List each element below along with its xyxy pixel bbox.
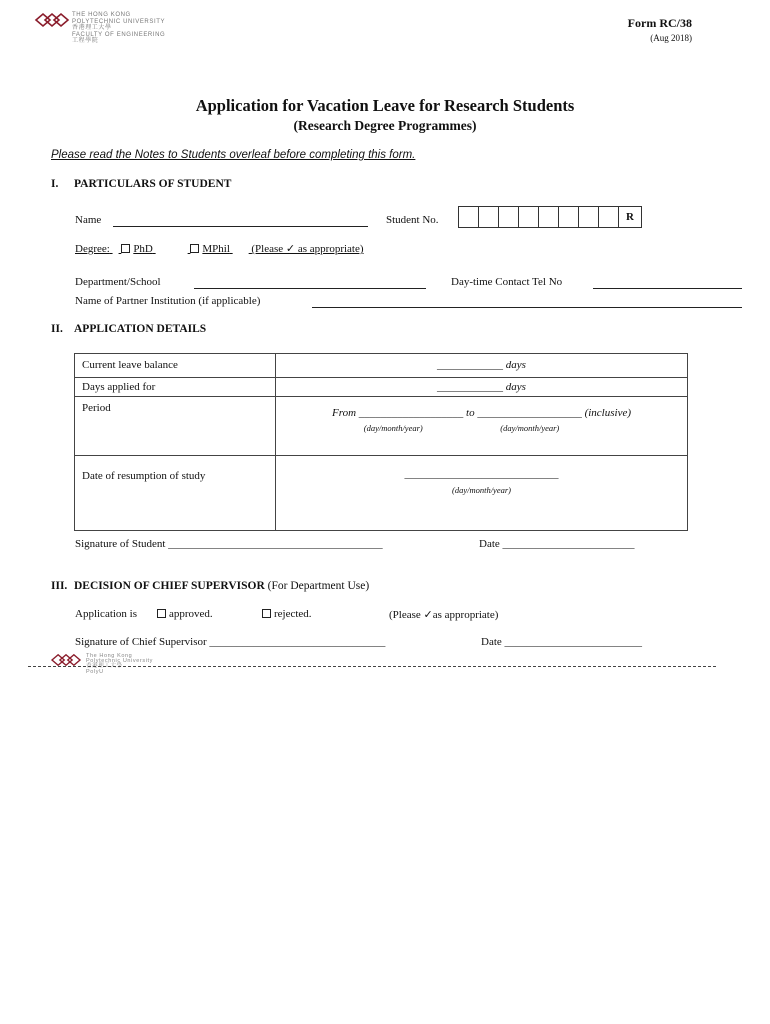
partner-field[interactable]	[312, 307, 742, 308]
logo-line: 香港理工大學	[72, 25, 112, 31]
approved-label: approved.	[169, 608, 213, 620]
name-label: Name	[75, 214, 102, 226]
student-no-digit[interactable]	[479, 207, 499, 227]
resumption-format-hint: (day/month/year)	[451, 485, 511, 495]
degree-label: Degree:	[75, 243, 110, 255]
table-row	[75, 397, 688, 456]
phd-label: PhD	[133, 243, 153, 255]
supervisor-date-field[interactable]: Date _________________________	[481, 636, 643, 648]
application-is-label: Application is	[75, 608, 138, 620]
form-version-date: (Aug 2018)	[650, 33, 692, 43]
tick-instruction: (Please ✓ as appropriate)	[251, 243, 364, 255]
logo-line: The Hong Kong	[86, 653, 133, 659]
student-no-digit[interactable]	[519, 207, 539, 227]
table-row	[75, 456, 688, 531]
section1-heading	[51, 178, 231, 190]
student-signature-field[interactable]: Signature of Student _______________________________________	[75, 538, 383, 550]
student-no-digit[interactable]	[599, 207, 619, 227]
form-title: Application for Vacation Leave for Research Students	[195, 96, 575, 115]
period-format-hints	[283, 422, 680, 434]
from-format-hint: (day/month/year)	[363, 423, 423, 433]
student-no-digit[interactable]	[459, 207, 479, 227]
form-number: Form RC/38	[627, 16, 692, 30]
polyu-emblem-icon	[48, 653, 84, 667]
resumption-label: Date of resumption of study	[75, 456, 276, 531]
notes-instruction: Please read the Notes to Students overleaf before completing this form.	[51, 149, 416, 161]
student-no-digit[interactable]	[499, 207, 519, 227]
table-row	[75, 354, 688, 378]
application-details-table	[74, 353, 688, 531]
student-no-digit[interactable]	[539, 207, 559, 227]
department-label: Department/School	[75, 276, 161, 288]
section2-title: APPLICATION DETAILS	[74, 323, 207, 335]
section3-number: III.	[51, 580, 68, 592]
polyu-emblem-icon	[34, 12, 70, 28]
resumption-line: ____________________________	[404, 468, 559, 480]
section1-title: PARTICULARS OF STUDENT	[74, 178, 232, 190]
logo-line: POLYTECHNIC UNIVERSITY	[72, 18, 166, 25]
student-no-label: Student No.	[386, 214, 439, 226]
logo-line: FACULTY OF ENGINEERING	[72, 31, 166, 38]
current-leave-field[interactable]: ____________ days	[276, 354, 688, 378]
section3-note: (For Department Use)	[267, 580, 370, 592]
period-from-to: From ___________________ to ___________________ (inclusive)	[331, 407, 631, 419]
department-field[interactable]	[194, 288, 426, 289]
approved-option	[157, 608, 213, 620]
degree-row	[75, 242, 364, 255]
supervisor-signature-field[interactable]: Signature of Chief Supervisor ________________________________	[75, 636, 386, 648]
logo-line: 香港理工大學	[86, 663, 123, 670]
rejected-checkbox[interactable]	[262, 609, 271, 618]
logo-text	[72, 12, 165, 45]
student-no-digit[interactable]	[559, 207, 579, 227]
tel-field[interactable]	[593, 288, 742, 289]
logo-line: Polytechnic University	[86, 658, 153, 665]
approved-checkbox[interactable]	[157, 609, 166, 618]
section3-heading	[51, 580, 369, 592]
section2-heading	[51, 323, 206, 335]
student-no-suffix: R	[626, 211, 634, 223]
rejected-option	[262, 608, 312, 620]
mphil-label: MPhil	[202, 243, 230, 255]
partner-label: Name of Partner Institution (if applicable)	[75, 295, 261, 307]
phd-checkbox[interactable]	[121, 244, 130, 253]
student-no-field[interactable]	[458, 206, 642, 228]
form-number-block	[628, 16, 692, 43]
rejected-label: rejected.	[274, 608, 312, 620]
logo-line: 工程學院	[72, 38, 99, 44]
tick-instruction-2: (Please ✓as appropriate)	[389, 609, 499, 621]
mphil-checkbox[interactable]	[190, 244, 199, 253]
period-label: Period	[75, 397, 276, 456]
footer-logo	[48, 652, 248, 676]
to-format-hint: (day/month/year)	[500, 423, 560, 433]
section3-title: DECISION OF CHIEF SUPERVISOR	[74, 580, 265, 592]
days-applied-label: Days applied for	[75, 378, 276, 397]
form-subtitle: (Research Degree Programmes)	[293, 118, 477, 133]
tel-label: Day-time Contact Tel No	[451, 276, 563, 288]
table-row	[75, 378, 688, 397]
days-applied-field[interactable]: ____________ days	[276, 378, 688, 397]
resumption-field[interactable]	[276, 456, 688, 531]
current-leave-label: Current leave balance	[75, 354, 276, 378]
section1-number: I.	[51, 178, 59, 190]
student-date-field[interactable]: Date ________________________	[479, 538, 635, 550]
footer-logo-text	[86, 654, 153, 675]
period-field[interactable]	[276, 397, 688, 456]
name-field[interactable]	[113, 226, 368, 227]
section2-number: II.	[51, 323, 63, 335]
university-logo	[34, 10, 234, 44]
logo-line: THE HONG KONG	[72, 12, 131, 18]
logo-line: PolyU	[86, 668, 104, 675]
student-no-digit[interactable]	[579, 207, 599, 227]
